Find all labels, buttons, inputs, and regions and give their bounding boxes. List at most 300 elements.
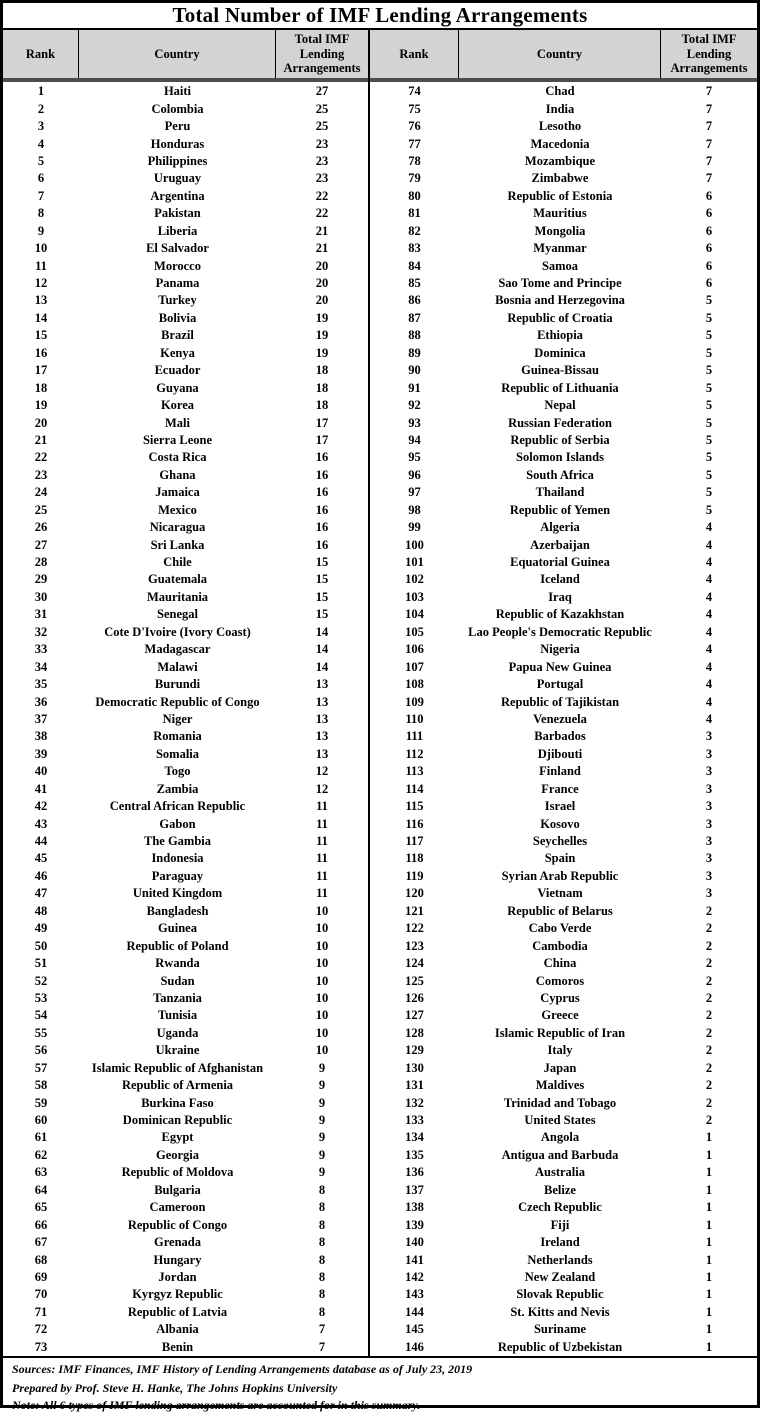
right-table-body	[370, 82, 757, 1356]
total-cell: 23	[315, 153, 329, 168]
country-cell: Brazil	[161, 328, 194, 343]
total-cell: 5	[705, 293, 713, 308]
rank-cell: 23	[34, 467, 48, 482]
table-row	[3, 571, 368, 588]
table-row	[3, 711, 368, 728]
rank-cell: 25	[34, 502, 48, 517]
total-cell: 9	[318, 1060, 326, 1075]
country-cell: Cyprus	[540, 990, 580, 1005]
total-cell: 17	[315, 432, 329, 447]
total-cell: 2	[705, 1043, 713, 1058]
table-row	[3, 1251, 368, 1268]
rank-cell: 60	[34, 1113, 48, 1128]
rank-cell: 85	[408, 276, 421, 291]
rank-cell: 136	[405, 1165, 424, 1180]
table-row	[370, 693, 757, 710]
total-cell: 13	[315, 711, 329, 726]
country-cell: Panama	[155, 276, 200, 291]
total-cell: 8	[318, 1200, 326, 1215]
footer-notes	[3, 1356, 757, 1412]
country-cell: Pakistan	[154, 206, 201, 221]
rank-cell: 89	[408, 345, 421, 360]
table-row	[3, 205, 368, 222]
country-cell: Fiji	[550, 1217, 570, 1232]
total-cell: 4	[705, 520, 713, 535]
rank-cell: 140	[405, 1235, 424, 1250]
table-row	[3, 1060, 368, 1077]
total-cell: 9	[318, 1095, 326, 1110]
total-cell: 1	[705, 1322, 713, 1337]
rank-cell: 125	[405, 973, 424, 988]
total-cell: 6	[705, 188, 713, 203]
table-row	[370, 589, 757, 606]
rank-cell: 12	[34, 276, 48, 291]
rank-cell: 93	[408, 415, 421, 430]
rank-cell: 48	[34, 903, 48, 918]
total-cell: 2	[705, 956, 713, 971]
total-cell: 21	[315, 223, 329, 238]
country-cell: Mali	[165, 415, 190, 430]
table-row	[3, 1321, 368, 1338]
table-row	[370, 606, 757, 623]
rank-cell: 83	[408, 241, 421, 256]
country-cell: Malawi	[157, 659, 198, 674]
rank-cell: 91	[408, 380, 421, 395]
country-cell: Mauritius	[533, 206, 587, 221]
table-row	[3, 728, 368, 745]
total-cell: 11	[316, 851, 328, 866]
rank-cell: 16	[34, 345, 48, 360]
table-row	[370, 1321, 757, 1338]
rank-cell: 2	[37, 101, 45, 116]
total-cell: 16	[315, 537, 329, 552]
total-cell: 3	[705, 781, 713, 796]
table-row	[370, 1060, 757, 1077]
table-row	[370, 205, 757, 222]
total-cell: 5	[705, 328, 713, 343]
total-cell: 1	[705, 1200, 713, 1215]
country-cell: Zambia	[156, 781, 199, 796]
country-cell: Republic of Belarus	[507, 903, 613, 918]
total-cell: 10	[315, 973, 329, 988]
total-cell: 6	[705, 223, 713, 238]
total-cell: 8	[318, 1217, 326, 1232]
rank-cell: 15	[34, 328, 48, 343]
column-header-total: Total IMF Lending Arrangements	[670, 32, 748, 76]
rank-cell: 82	[408, 223, 421, 238]
country-cell: China	[543, 956, 577, 971]
total-cell: 8	[318, 1252, 326, 1267]
rank-cell: 111	[405, 729, 424, 744]
rank-cell: 9	[37, 223, 45, 238]
rank-cell: 117	[405, 834, 424, 849]
table-row	[370, 1025, 757, 1042]
rank-cell: 144	[405, 1304, 424, 1319]
table-left-half	[3, 30, 370, 1356]
left-table-body	[3, 82, 368, 1356]
table-row	[3, 972, 368, 989]
column-header-country: Country	[79, 30, 276, 78]
rank-cell: 6	[37, 171, 45, 186]
total-cell: 9	[318, 1113, 326, 1128]
total-cell: 2	[705, 921, 713, 936]
table-row	[3, 641, 368, 658]
table-row	[370, 728, 757, 745]
total-cell: 4	[705, 537, 713, 552]
table-row	[370, 571, 757, 588]
table-row	[3, 379, 368, 396]
total-cell: 7	[705, 119, 713, 134]
table-row	[370, 1182, 757, 1199]
country-cell: Central African Republic	[109, 799, 246, 814]
country-cell: Iraq	[548, 589, 572, 604]
rank-cell: 50	[34, 938, 48, 953]
total-cell: 8	[318, 1182, 326, 1197]
total-cell: 15	[315, 555, 329, 570]
rank-cell: 95	[408, 450, 421, 465]
table-row	[3, 467, 368, 484]
table-row	[370, 292, 757, 309]
prepared-by-line: Prepared by Prof. Steve H. Hanke, The Johns Hopkins University	[12, 1381, 338, 1396]
total-cell: 12	[315, 781, 329, 796]
table-row	[370, 536, 757, 553]
total-cell: 8	[318, 1304, 326, 1319]
table-row	[3, 170, 368, 187]
country-cell: Myanmar	[533, 241, 587, 256]
country-cell: Cote D'Ivoire (Ivory Coast)	[104, 624, 251, 639]
country-cell: Republic of Kazakhstan	[495, 607, 625, 622]
rank-cell: 40	[34, 764, 48, 779]
total-cell: 11	[316, 886, 328, 901]
table-row	[370, 833, 757, 850]
rank-cell: 81	[408, 206, 421, 221]
country-cell: Belize	[544, 1182, 576, 1197]
country-cell: Ireland	[540, 1235, 580, 1250]
total-cell: 5	[705, 310, 713, 325]
country-cell: Republic of Uzbekistan	[497, 1339, 623, 1354]
table-row	[3, 1042, 368, 1059]
rank-cell: 17	[34, 363, 48, 378]
total-cell: 15	[315, 589, 329, 604]
total-cell: 23	[315, 136, 329, 151]
total-cell: 1	[705, 1165, 713, 1180]
table-row	[3, 693, 368, 710]
table-row	[3, 1234, 368, 1251]
table-row	[370, 118, 757, 135]
country-cell: Trinidad and Tobago	[503, 1095, 617, 1110]
table-row	[3, 83, 368, 100]
total-cell: 5	[705, 485, 713, 500]
table-row	[370, 449, 757, 466]
country-cell: The Gambia	[143, 834, 212, 849]
table-row	[370, 1094, 757, 1111]
table-row	[3, 310, 368, 327]
total-cell: 6	[705, 258, 713, 273]
table-row	[3, 1077, 368, 1094]
rank-cell: 86	[408, 293, 421, 308]
country-cell: Honduras	[150, 136, 205, 151]
country-cell: Cambodia	[532, 938, 588, 953]
total-cell: 4	[705, 607, 713, 622]
table-row	[3, 536, 368, 553]
table-row	[3, 327, 368, 344]
total-cell: 7	[318, 1322, 326, 1337]
total-cell: 13	[315, 729, 329, 744]
rank-cell: 102	[405, 572, 424, 587]
rank-cell: 124	[405, 956, 424, 971]
country-cell: Australia	[535, 1165, 585, 1180]
rank-cell: 19	[34, 398, 48, 413]
country-cell: Peru	[164, 119, 191, 134]
total-cell: 7	[705, 84, 713, 99]
total-cell: 2	[705, 938, 713, 953]
rank-cell: 8	[37, 206, 45, 221]
country-cell: Algeria	[540, 520, 580, 535]
total-cell: 21	[315, 241, 329, 256]
rank-cell: 78	[408, 153, 421, 168]
country-cell: Bangladesh	[146, 903, 209, 918]
total-cell: 4	[705, 694, 713, 709]
total-cell: 10	[315, 1008, 329, 1023]
total-cell: 10	[315, 903, 329, 918]
rank-cell: 132	[405, 1095, 424, 1110]
table-row	[370, 170, 757, 187]
rank-cell: 128	[405, 1025, 424, 1040]
table-row	[370, 1216, 757, 1233]
total-cell: 13	[315, 694, 329, 709]
table-row	[370, 554, 757, 571]
total-cell: 2	[705, 973, 713, 988]
rank-cell: 101	[405, 555, 424, 570]
country-cell: Lao People's Democratic Republic	[468, 624, 652, 639]
rank-cell: 97	[408, 485, 421, 500]
country-cell: Azerbaijan	[530, 537, 590, 552]
rank-cell: 90	[408, 363, 421, 378]
table-row	[3, 885, 368, 902]
country-cell: Ethiopia	[537, 328, 583, 343]
total-cell: 11	[316, 816, 328, 831]
country-cell: Uganda	[156, 1025, 199, 1040]
country-cell: Sao Tome and Principe	[498, 276, 622, 291]
table-row	[370, 310, 757, 327]
country-cell: New Zealand	[524, 1269, 596, 1284]
country-cell: El Salvador	[146, 241, 209, 256]
total-cell: 14	[315, 624, 329, 639]
table-row	[3, 240, 368, 257]
country-cell: Spain	[544, 851, 576, 866]
country-cell: Djibouti	[537, 746, 583, 761]
table-row	[3, 362, 368, 379]
rank-cell: 72	[34, 1322, 48, 1337]
total-cell: 1	[705, 1339, 713, 1354]
rank-cell: 112	[405, 746, 424, 761]
total-cell: 1	[705, 1252, 713, 1267]
left-header-row	[3, 30, 368, 82]
rank-cell: 35	[34, 677, 48, 692]
table-row	[3, 1182, 368, 1199]
country-cell: Nigeria	[540, 642, 580, 657]
country-cell: Republic of Lithuania	[501, 380, 619, 395]
country-cell: Jordan	[158, 1269, 197, 1284]
rank-cell: 87	[408, 310, 421, 325]
rank-cell: 145	[405, 1322, 424, 1337]
rank-cell: 134	[405, 1130, 424, 1145]
table-row	[3, 1304, 368, 1321]
total-cell: 2	[705, 1060, 713, 1075]
rank-cell: 108	[405, 677, 424, 692]
table-row	[370, 1304, 757, 1321]
table-row	[3, 990, 368, 1007]
country-cell: Zimbabwe	[531, 171, 589, 186]
country-cell: Russian Federation	[508, 415, 612, 430]
country-cell: Niger	[162, 711, 193, 726]
rank-cell: 120	[405, 886, 424, 901]
table-row	[3, 414, 368, 431]
total-cell: 16	[315, 450, 329, 465]
country-cell: Kyrgyz Republic	[132, 1287, 223, 1302]
total-cell: 22	[315, 188, 329, 203]
country-cell: Venezuela	[533, 711, 587, 726]
total-cell: 7	[318, 1339, 326, 1354]
country-cell: Chad	[545, 84, 575, 99]
rank-cell: 99	[408, 520, 421, 535]
rank-cell: 80	[408, 188, 421, 203]
rank-cell: 10	[34, 241, 48, 256]
country-cell: Papua New Guinea	[508, 659, 612, 674]
table-row	[3, 1339, 368, 1356]
rank-cell: 32	[34, 624, 48, 639]
rank-cell: 98	[408, 502, 421, 517]
rank-cell: 34	[34, 659, 48, 674]
country-cell: Ukraine	[155, 1043, 200, 1058]
country-cell: Grenada	[154, 1235, 201, 1250]
total-cell: 2	[705, 903, 713, 918]
table-row	[3, 1129, 368, 1146]
table-row	[370, 1164, 757, 1181]
table-row	[3, 746, 368, 763]
rank-cell: 131	[405, 1078, 424, 1093]
total-cell: 27	[315, 84, 329, 99]
rank-cell: 51	[34, 956, 48, 971]
total-cell: 6	[705, 276, 713, 291]
rank-cell: 38	[34, 729, 48, 744]
country-cell: Romania	[153, 729, 202, 744]
table-row	[370, 1339, 757, 1356]
rank-cell: 33	[34, 642, 48, 657]
table-row	[3, 955, 368, 972]
table-row	[3, 118, 368, 135]
country-cell: Albania	[156, 1322, 199, 1337]
table-row	[3, 798, 368, 815]
rank-cell: 43	[34, 816, 48, 831]
table-row	[370, 432, 757, 449]
table-row	[370, 781, 757, 798]
country-cell: Portugal	[536, 677, 584, 692]
total-cell: 3	[705, 764, 713, 779]
table-row	[370, 937, 757, 954]
country-cell: Democratic Republic of Congo	[95, 694, 260, 709]
total-cell: 3	[705, 834, 713, 849]
total-cell: 20	[315, 258, 329, 273]
country-cell: Korea	[160, 398, 195, 413]
total-cell: 10	[315, 1043, 329, 1058]
total-cell: 19	[315, 310, 329, 325]
country-cell: Iceland	[540, 572, 580, 587]
table-row	[370, 1199, 757, 1216]
country-cell: Republic of Estonia	[507, 188, 613, 203]
rank-cell: 118	[405, 851, 424, 866]
table-row	[370, 1077, 757, 1094]
table-row	[370, 972, 757, 989]
total-cell: 4	[705, 642, 713, 657]
table-area	[3, 30, 757, 1356]
total-cell: 17	[315, 415, 329, 430]
table-row	[3, 606, 368, 623]
country-cell: Rwanda	[155, 956, 200, 971]
total-cell: 18	[315, 398, 329, 413]
table-row	[3, 815, 368, 832]
table-row	[3, 153, 368, 170]
table-row	[3, 658, 368, 675]
total-cell: 5	[705, 345, 713, 360]
table-row	[3, 833, 368, 850]
total-cell: 3	[705, 851, 713, 866]
total-cell: 16	[315, 520, 329, 535]
rank-cell: 59	[34, 1095, 48, 1110]
table-row	[370, 920, 757, 937]
rank-cell: 130	[405, 1060, 424, 1075]
table-row	[3, 519, 368, 536]
table-row	[370, 240, 757, 257]
rank-cell: 84	[408, 258, 421, 273]
total-cell: 13	[315, 746, 329, 761]
table-row	[370, 798, 757, 815]
table-row	[3, 257, 368, 274]
table-row	[370, 414, 757, 431]
rank-cell: 67	[34, 1235, 48, 1250]
table-row	[3, 676, 368, 693]
country-cell: Finland	[539, 764, 581, 779]
country-cell: United Kingdom	[132, 886, 223, 901]
country-cell: Republic of Poland	[126, 938, 229, 953]
country-cell: Mongolia	[534, 223, 586, 238]
rank-cell: 45	[34, 851, 48, 866]
total-cell: 10	[315, 921, 329, 936]
table-row	[3, 223, 368, 240]
table-row	[3, 1199, 368, 1216]
country-cell: Mauritania	[146, 589, 209, 604]
rank-cell: 69	[34, 1269, 48, 1284]
total-cell: 5	[705, 502, 713, 517]
rank-cell: 27	[34, 537, 48, 552]
table-row	[3, 1164, 368, 1181]
country-cell: Tanzania	[153, 990, 202, 1005]
table-row	[3, 1007, 368, 1024]
country-cell: Seychelles	[532, 834, 588, 849]
rank-cell: 53	[34, 990, 48, 1005]
country-cell: Solomon Islands	[516, 450, 604, 465]
total-cell: 5	[705, 363, 713, 378]
total-cell: 10	[315, 956, 329, 971]
total-cell: 4	[705, 677, 713, 692]
total-cell: 8	[318, 1287, 326, 1302]
rank-cell: 142	[405, 1269, 424, 1284]
table-row	[3, 1147, 368, 1164]
total-cell: 18	[315, 363, 329, 378]
rank-cell: 13	[34, 293, 48, 308]
rank-cell: 30	[34, 589, 48, 604]
total-cell: 20	[315, 293, 329, 308]
